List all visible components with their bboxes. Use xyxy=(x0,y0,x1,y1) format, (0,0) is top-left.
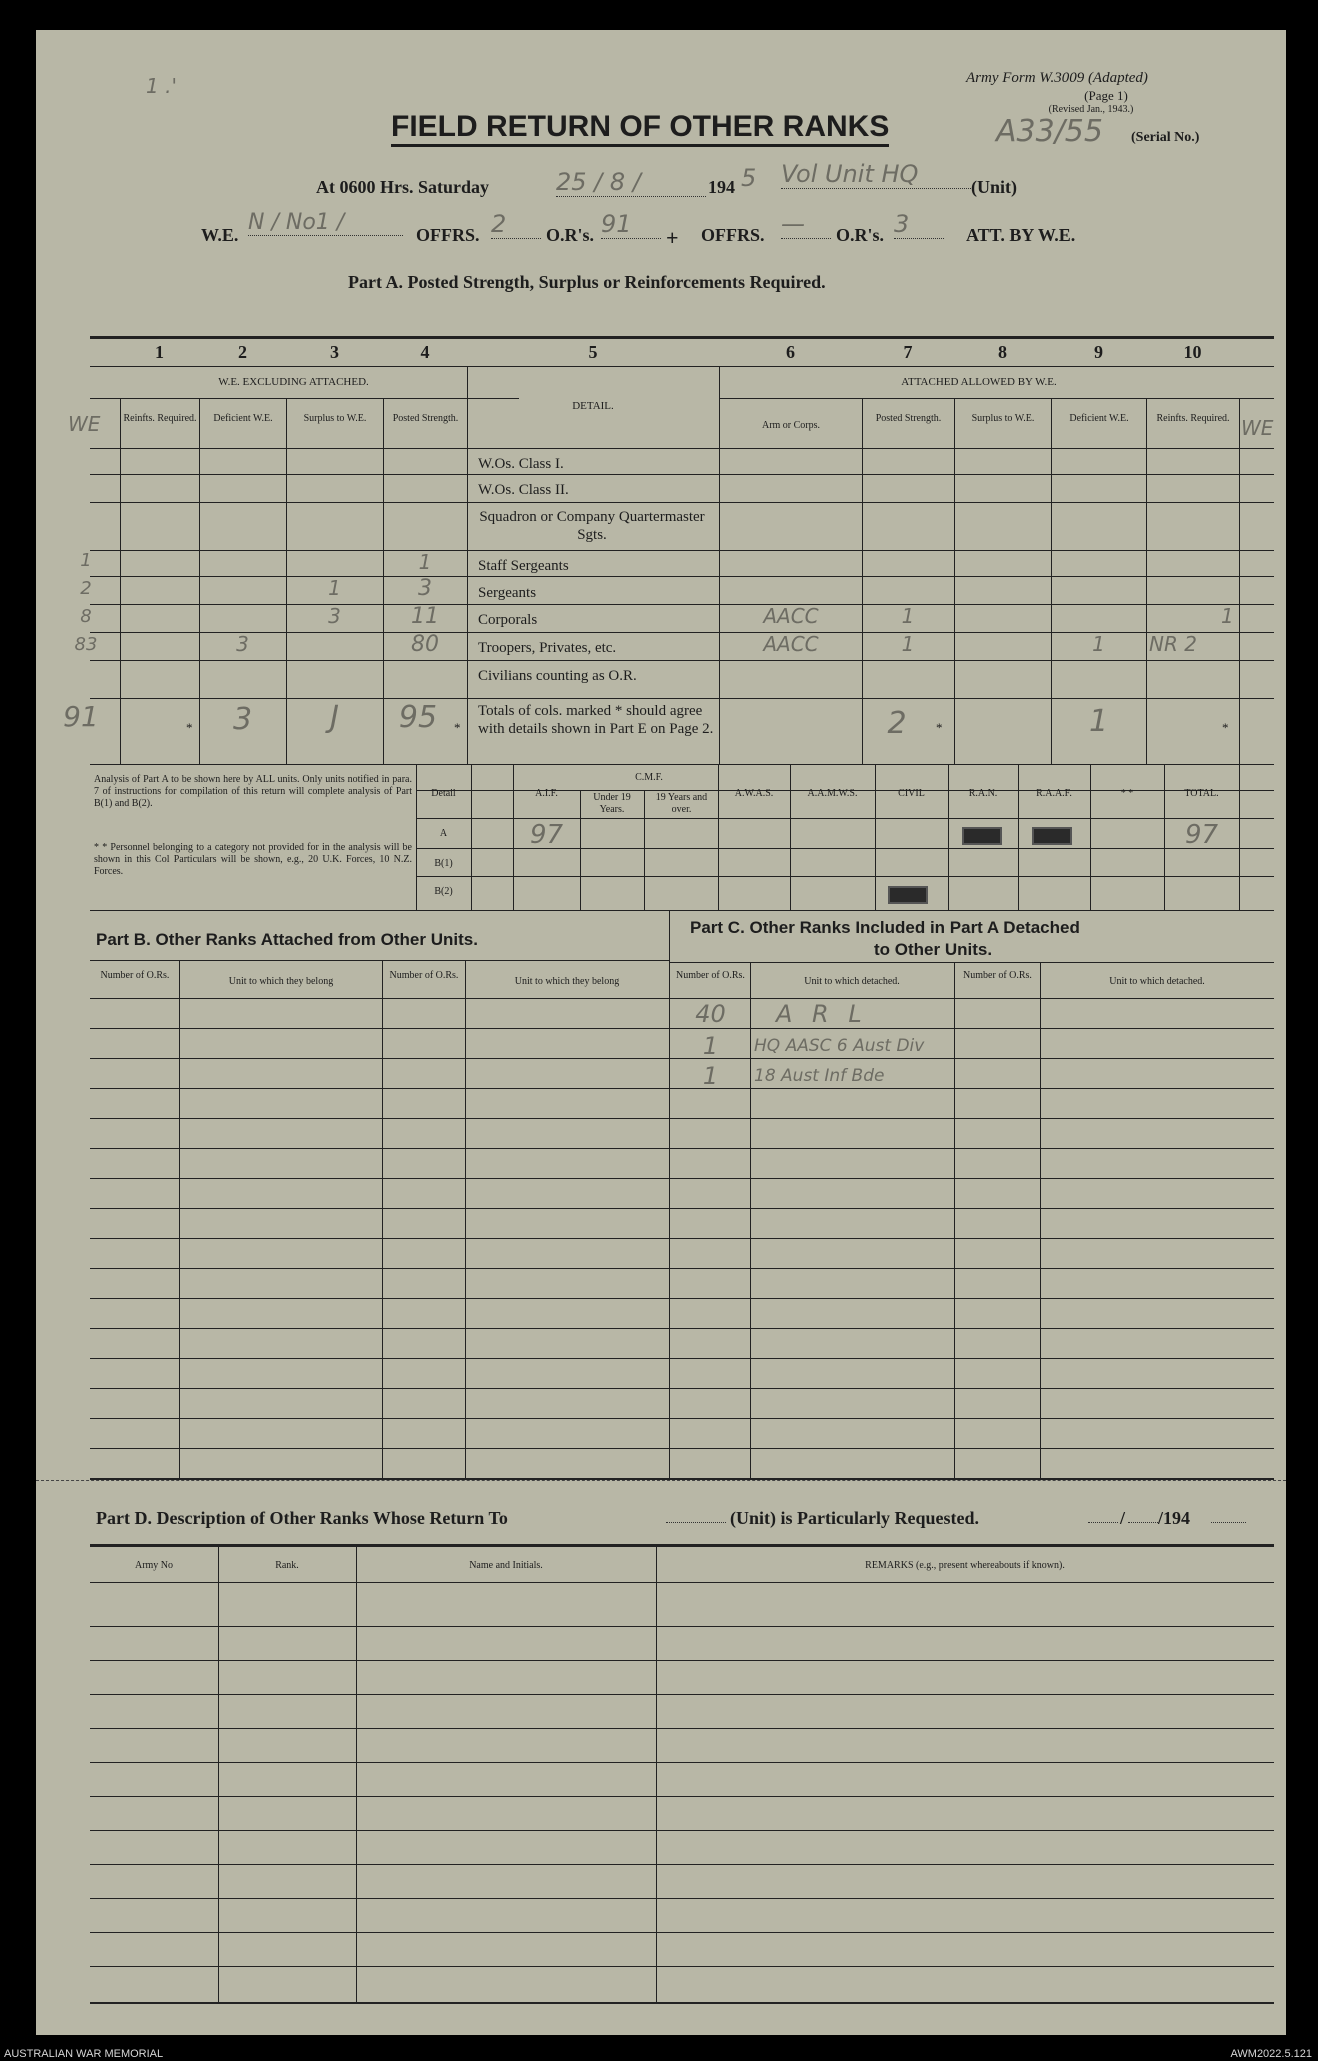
part-d-name-header: Name and Initials. xyxy=(469,1560,543,1571)
header-surplus-right: Surplus to W.E. xyxy=(971,413,1035,424)
part-b-num-header-2: Number of O.Rs. xyxy=(389,970,459,981)
date-handwritten: 25 / 8 / xyxy=(556,168,706,197)
totals-deficient: 3 xyxy=(232,702,253,737)
corporals-we: 8 xyxy=(80,606,92,627)
year-label: 194 xyxy=(708,177,735,197)
analysis-aif-a: 97 xyxy=(529,820,564,850)
offrs-handwritten-2: — xyxy=(781,210,831,239)
part-a-title: Part A. Posted Strength, Surplus or Reinforcements Required. xyxy=(348,272,826,292)
fold-line xyxy=(36,1480,1286,1481)
corporals-reinfts-right: 1 xyxy=(1221,604,1234,628)
col-number-7: 7 xyxy=(903,342,913,362)
analysis-aamws-header: A.A.M.W.S. xyxy=(807,788,858,799)
detail-staff-sergeants: Staff Sergeants xyxy=(478,558,569,574)
detail-header: DETAIL. xyxy=(572,400,614,412)
part-d-unit-blank xyxy=(666,1522,726,1523)
detail-corporals: Corporals xyxy=(478,612,538,628)
analysis-total-header: TOTAL. xyxy=(1184,788,1219,799)
group-header-attached: ATTACHED ALLOWED BY W.E. xyxy=(901,376,1057,388)
part-b-num-header-1: Number of O.Rs. xyxy=(100,970,170,981)
totals-attached-posted: 2 xyxy=(887,706,907,741)
part-d-date-year: /194 xyxy=(1158,1508,1191,1528)
col-number-2: 2 xyxy=(238,342,247,362)
group-header-we-excluding: W.E. EXCLUDING ATTACHED. xyxy=(218,376,369,388)
ors-label-2: O.R's. xyxy=(836,225,885,245)
staff-sergeants-posted: 1 xyxy=(418,550,432,574)
col-number-1: 1 xyxy=(155,342,164,362)
col-number-4: 4 xyxy=(420,342,430,362)
troopers-attached-deficient: 1 xyxy=(1092,632,1105,656)
part-d-title: Part D. Description of Other Ranks Whose Return To xyxy=(96,1508,508,1528)
analysis-civil-header: CIVIL xyxy=(898,788,925,799)
sergeants-surplus: 1 xyxy=(328,576,341,600)
analysis-row-a: A xyxy=(439,828,448,839)
totals-posted: 95 xyxy=(398,700,438,735)
totals-we: 91 xyxy=(63,700,99,733)
form-title: FIELD RETURN OF OTHER RANKS xyxy=(391,110,889,147)
troopers-deficient: 3 xyxy=(236,632,249,656)
analysis-raaf-header: R.A.A.F. xyxy=(1036,788,1072,799)
analysis-aif-header: A.I.F. xyxy=(535,788,558,799)
part-d-date-blank-1 xyxy=(1088,1522,1118,1523)
we-handwritten: N / No1 / xyxy=(248,210,403,236)
detail-wos-class-1: W.Os. Class I. xyxy=(478,456,564,472)
part-c-entry-1-num: 40 xyxy=(695,1000,726,1028)
redacted-ran-a xyxy=(962,827,1002,845)
col-number-6: 6 xyxy=(786,342,795,362)
part-d-army-no-header: Army No xyxy=(134,1560,174,1571)
analysis-awas-header: A.W.A.S. xyxy=(734,788,774,799)
year-handwritten: 5 xyxy=(741,164,757,192)
part-d-year-blank xyxy=(1211,1522,1246,1523)
troopers-we: 83 xyxy=(74,634,98,655)
header-reinfts-required-right: Reinfts. Required. xyxy=(1156,413,1230,424)
ors-handwritten-1: 91 xyxy=(601,210,661,239)
part-d-remarks-header: REMARKS (e.g., present whereabouts if known). xyxy=(865,1560,1065,1571)
part-c-entry-3-num: 1 xyxy=(702,1062,719,1090)
detail-quartermaster-sgts: Squadron or Company Quartermaster Sgts. xyxy=(479,509,705,543)
troopers-posted: 80 xyxy=(411,632,439,657)
analysis-row-b1: B(1) xyxy=(434,858,453,869)
unit-handwritten: Vol Unit HQ xyxy=(781,160,971,189)
col-number-10: 10 xyxy=(1183,342,1202,362)
offrs-handwritten-1: 2 xyxy=(491,210,541,239)
header-surplus-left: Surplus to W.E. xyxy=(303,413,367,424)
detail-totals: Totals of cols. marked * should agree with details shown in Part E on Page 2. xyxy=(478,703,714,737)
troopers-attached-posted: 1 xyxy=(901,632,915,656)
corporals-surplus: 3 xyxy=(328,604,341,628)
part-c-title-line2: to Other Units. xyxy=(874,940,993,959)
part-c-entry-2-num: 1 xyxy=(702,1032,719,1060)
at-hours-label: At 0600 Hrs. Saturday xyxy=(316,177,490,197)
part-c-title-line1: Part C. Other Ranks Included in Part A Detached xyxy=(690,918,1080,937)
part-c-entry-1-unit: A R L xyxy=(776,1000,868,1028)
analysis-note: Analysis of Part A to be shown here by ALL units. Only units notified in para. 7 of instructions for compilation of this return will complete analysis of Part B(1) and B(2). xyxy=(94,774,412,809)
serial-label: (Serial No.) xyxy=(1131,130,1200,145)
we-margin-left: WE xyxy=(68,412,101,436)
part-d-date-slash: / xyxy=(1120,1508,1126,1528)
totals-attached-deficient: 1 xyxy=(1088,704,1109,739)
col-number-3: 3 xyxy=(330,342,339,362)
analysis-footnote: * * Personnel belonging to a category not provided for in the analysis will be shown in this Col Particulars will be shown, e.g., 20 U.K. Forces, 10 N.Z. Forces. xyxy=(94,842,412,877)
footer-accession-number: AWM2022.5.121 xyxy=(1230,2048,1312,2060)
header-deficient-right: Deficient W.E. xyxy=(1069,413,1129,424)
detail-troopers-privates: Troopers, Privates, etc. xyxy=(478,640,617,656)
part-d-title-unit: (Unit) is Particularly Requested. xyxy=(730,1508,979,1528)
revised-date: (Revised Jan., 1943.) xyxy=(1048,104,1134,115)
redacted-civil-b2 xyxy=(888,886,928,904)
part-c-num-header-1: Number of O.Rs. xyxy=(676,970,745,981)
redacted-raaf-a xyxy=(1032,827,1072,845)
att-by-we-label: ATT. BY W.E. xyxy=(966,225,1076,245)
totals-surplus: J xyxy=(330,700,339,735)
totals-star-4: * xyxy=(1222,720,1229,735)
offrs-label-1: OFFRS. xyxy=(416,225,480,245)
offrs-label-2: OFFRS. xyxy=(701,225,765,245)
troopers-reinfts-right: NR 2 xyxy=(1149,632,1197,656)
we-label: W.E. xyxy=(201,225,239,245)
col-number-5: 5 xyxy=(588,342,598,362)
part-c-entry-2-unit: HQ AASC 6 Aust Div xyxy=(754,1036,925,1056)
plus-sign: + xyxy=(666,225,679,250)
part-b-title: Part B. Other Ranks Attached from Other Units. xyxy=(96,930,478,949)
analysis-other-header: * * xyxy=(1120,788,1134,799)
totals-star-1: * xyxy=(186,720,193,735)
ors-handwritten-2: 3 xyxy=(894,210,944,239)
header-reinfts-required-left: Reinfts. Required. xyxy=(123,413,197,424)
detail-wos-class-2: W.Os. Class II. xyxy=(478,482,569,498)
serial-number-handwritten: A33/55 xyxy=(996,114,1103,149)
corporals-attached-posted: 1 xyxy=(901,604,915,628)
header-deficient-left: Deficient W.E. xyxy=(213,413,273,424)
troopers-arm-corps: AACC xyxy=(763,632,819,656)
col-number-9: 9 xyxy=(1094,342,1103,362)
analysis-cmf-header: C.M.F. xyxy=(635,772,663,783)
header-posted-strength-left: Posted Strength. xyxy=(392,413,459,424)
corporals-posted: 11 xyxy=(411,604,439,629)
totals-star-2: * xyxy=(454,720,461,735)
sergeants-we: 2 xyxy=(80,578,92,599)
analysis-under-19-header: Under 19 Years. xyxy=(593,792,631,815)
unit-label: (Unit) xyxy=(971,177,1017,197)
analysis-total-a: 97 xyxy=(1184,820,1219,850)
part-d-rank-header: Rank. xyxy=(275,1560,299,1571)
detail-civilians: Civilians counting as O.R. xyxy=(478,668,637,684)
part-b-unit-header-1: Unit to which they belong xyxy=(228,976,334,987)
page-number: (Page 1) xyxy=(1084,88,1128,103)
totals-star-3: * xyxy=(936,720,943,735)
analysis-row-b2: B(2) xyxy=(434,886,453,897)
col-number-8: 8 xyxy=(998,342,1007,362)
part-c-entry-3-unit: 18 Aust Inf Bde xyxy=(754,1066,885,1086)
part-c-num-header-2: Number of O.Rs. xyxy=(963,970,1032,981)
part-c-unit-header-1: Unit to which detached. xyxy=(804,976,900,987)
part-c-unit-header-2: Unit to which detached. xyxy=(1109,976,1205,987)
analysis-ran-header: R.A.N. xyxy=(968,788,998,799)
footer-source: AUSTRALIAN WAR MEMORIAL xyxy=(4,2048,164,2060)
analysis-19-and-over-header: 19 Years and over. xyxy=(655,792,708,815)
part-b-unit-header-2: Unit to which they belong xyxy=(514,976,620,987)
we-margin-right: WE xyxy=(1241,416,1274,440)
form-page xyxy=(36,30,1286,2035)
analysis-detail-header: Detail xyxy=(431,788,456,799)
header-arm-or-corps: Arm or Corps. xyxy=(761,420,821,431)
corner-mark: 1 .' xyxy=(146,74,177,98)
sergeants-posted: 3 xyxy=(418,576,432,601)
staff-sergeants-we: 1 xyxy=(80,550,92,571)
corporals-arm-corps: AACC xyxy=(763,604,819,628)
part-d-date-blank-2 xyxy=(1128,1522,1158,1523)
detail-sergeants: Sergeants xyxy=(478,585,537,601)
form-reference: Army Form W.3009 (Adapted) xyxy=(966,70,1148,86)
header-posted-strength-right: Posted Strength. xyxy=(875,413,942,424)
ors-label-1: O.R's. xyxy=(546,225,595,245)
